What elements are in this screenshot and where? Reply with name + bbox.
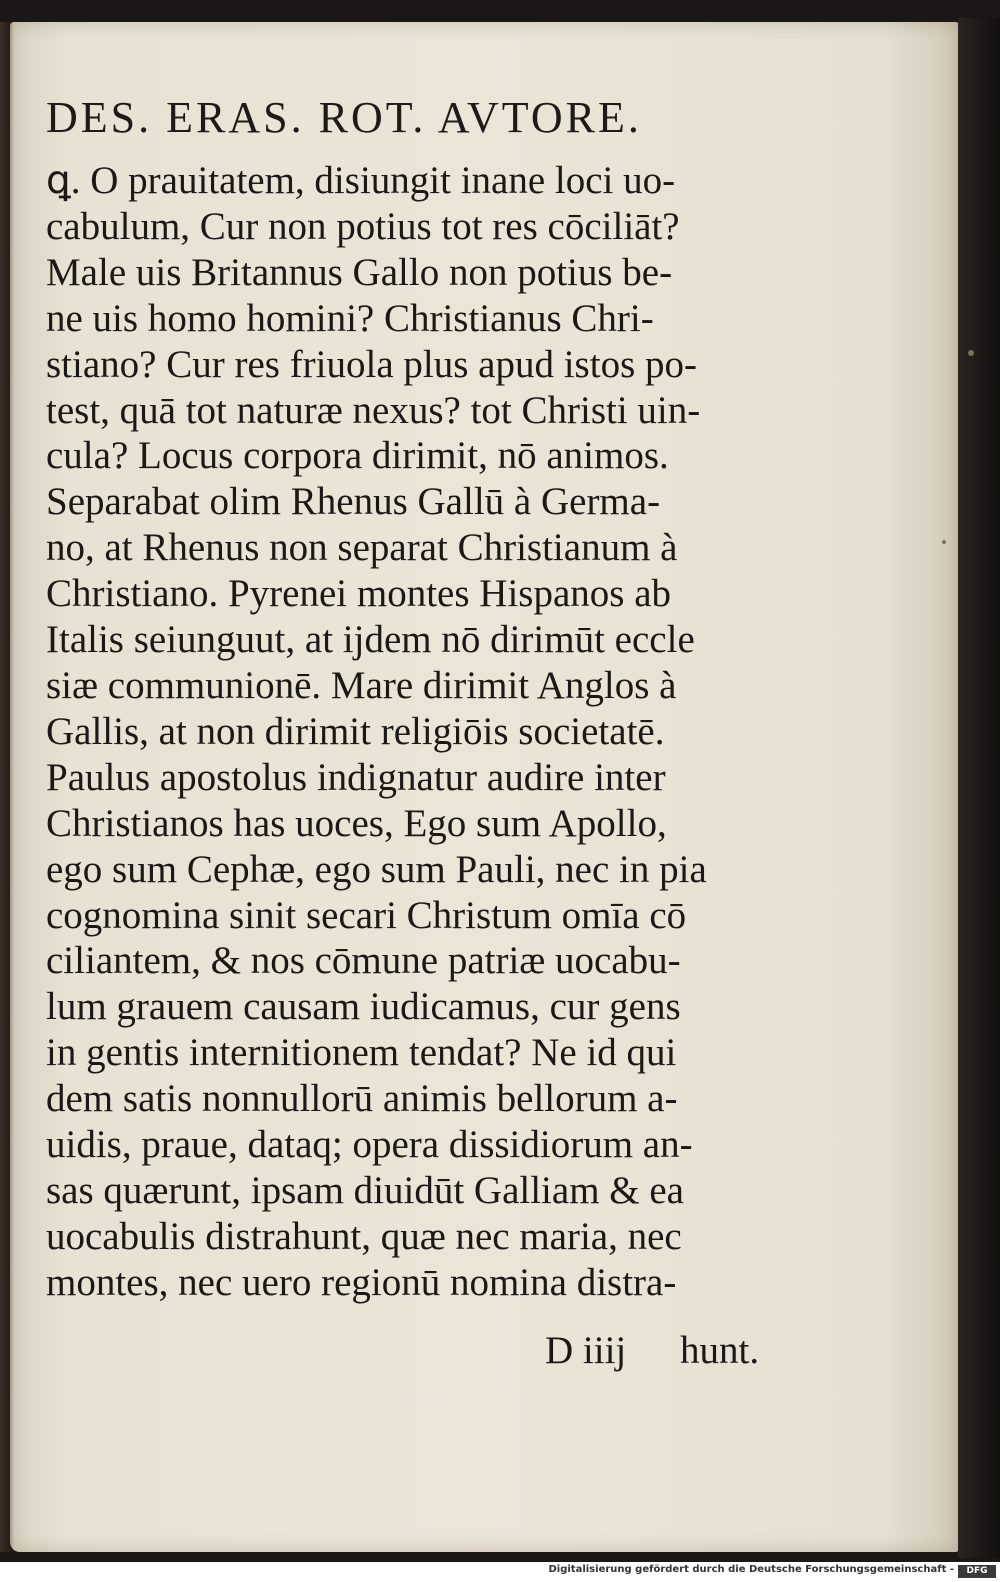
page-gutter-shadow [0,22,14,1552]
text-line: ciliantem, & nos cōmune patriæ uocabu- [46,939,681,983]
text-line: uidis, praue, dataq; opera dissidiorum an- [46,1123,693,1167]
text-line: uocabulis distrahunt, quæ nec maria, nec [46,1214,682,1258]
book-edge [958,18,1000,1558]
text-line: Italis seiunguut, at ijdem nō dirimūt eccle [46,618,695,662]
text-line: stiano? Cur res friuola plus apud istos po- [46,342,697,386]
paper-speck [942,540,946,544]
funding-credit: Digitalisierung gefördert durch die Deutsche Forschungsgemeinschaft - [548,1564,954,1575]
text-line: no, at Rhenus non separat Christianum à [46,526,678,570]
text-line: cognomina sinit secari Christum omīa cō [46,893,687,937]
paper-speck [968,350,974,356]
text-line: dem satis nonnullorū animis bellorum a- [46,1077,678,1121]
text-line: Paulus apostolus indignatur audire inter [46,755,666,799]
text-line: Christianos has uoces, Ego sum Apollo, [46,801,667,845]
text-line: Christiano. Pyrenei montes Hispanos ab [46,572,672,616]
catchword: hunt. [680,1329,760,1372]
signature-line [545,1328,759,1373]
text-line: cabulum, Cur non potius tot res cōciliāt? [46,204,680,248]
text-line: cula? Locus corpora dirimit, nō animos. [46,434,669,478]
text-line: sas quærunt, ipsam diuidūt Galliam & ea [46,1168,684,1212]
text-line: Male uis Britannus Gallo non potius be- [46,250,673,294]
text-line: lum grauem causam iudicamus, cur gens [46,985,681,1029]
text-line: ꝗ. O prauitatem, disiungit inane loci uo- [46,159,676,202]
text-line: montes, nec uero regionū nomina distra- [46,1260,677,1304]
running-head: DES. ERAS. ROT. AVTORE. [46,93,642,142]
body-text [46,158,806,1306]
dfg-logo: DFG [958,1565,996,1578]
text-line: Separabat olim Rhenus Gallū à Germa- [46,480,661,524]
text-line: Gallis, at non dirimit religiōis societatē. [46,709,665,753]
text-line: ne uis homo homini? Christianus Chri- [46,296,654,340]
text-line: in gentis internitionem tendat? Ne id qui [46,1031,677,1075]
signature-mark: D iiij [545,1329,627,1372]
text-line: siæ communionē. Mare dirimit Anglos à [46,663,677,707]
text-line: ego sum Cephæ, ego sum Pauli, nec in pia [46,847,707,891]
text-line: test, quā tot naturæ nexus? tot Christi uin- [46,388,701,432]
